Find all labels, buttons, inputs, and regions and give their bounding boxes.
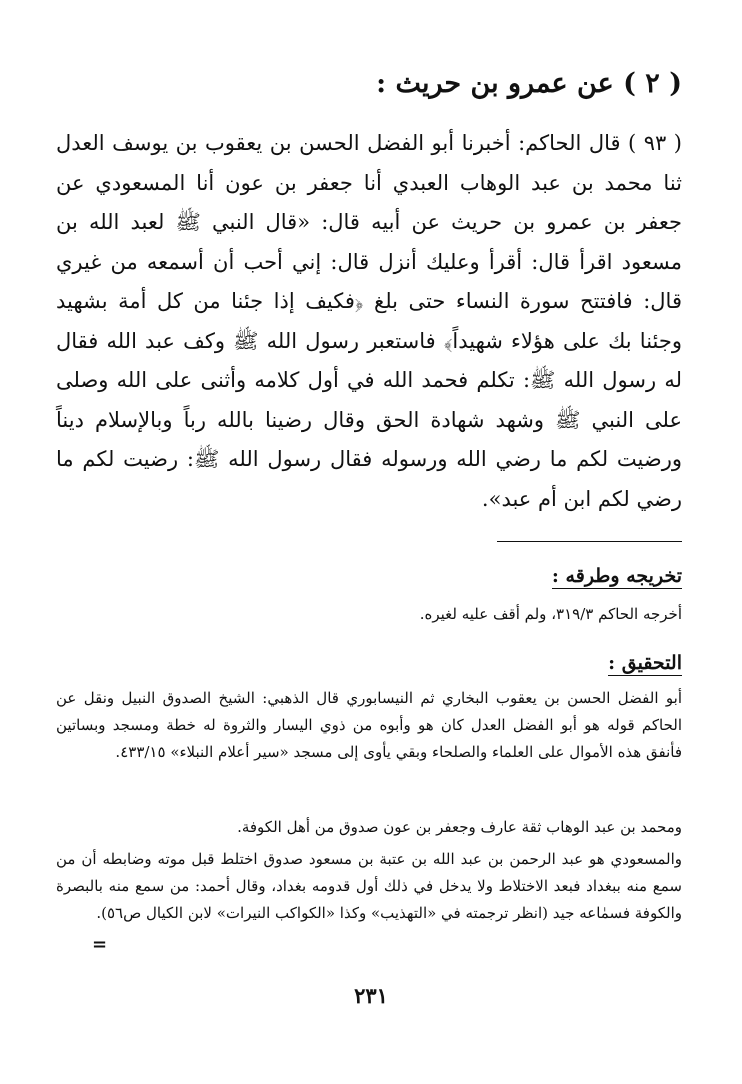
footnote-divider bbox=[497, 541, 682, 542]
page-number: ٢٣١ bbox=[354, 983, 388, 1008]
hadith-paragraph: ( ٩٣ ) قال الحاكم: أخبرنا أبو الفضل الحسن بن يعقوب بن يوسف العدل ثنا محمد بن عبد الوهاب العبدي أنا جعفر بن عون أنا المسعودي عن جعفر بن عمرو بن حريث عن أبيه قال: «قال النبي ﷺ لعبد الله بن مسعود اقرأ قال: أقرأ وعليك أنزل قال: إني أحب أن أسمعه من غيري قال: فافتتح سورة النساء حتى بلغ ﴿فكيف إذا جئنا من كل أمة بشهيد وجئنا بك على هؤلاء شهيداً﴾ فاستعبر رسول الله ﷺ وكف عبد الله فقال له رسول الله ﷺ: تكلم فحمد الله في أول كلامه وأثنى على الله وصلى على النبي ﷺ وشهد شهادة الحق وقال رضينا بالله رباً وبالإسلام ديناً ورضيت لكم ما رضي الله ورسوله فقال رسول الله ﷺ: رضيت لكم ما رضي لكم ابن أم عبد». bbox=[56, 131, 682, 511]
takhrij-text: أخرجه الحاكم ٣١٩/٣، ولم أقف عليه لغيره. bbox=[419, 605, 682, 623]
tahqiq-heading-label: التحقيق : bbox=[608, 652, 682, 674]
tahqiq-paragraph-1: أبو الفضل الحسن بن يعقوب البخاري ثم النيسابوري قال الذهبي: الشيخ الصدوق النبيل ونقل عن الحاكم قوله هو أبو الفضل العدل كان هو وأبوه من ذوي اليسار والثروة له خطة ومسجد وبساتين فأنفق هذه الأموال على العلماء والصلحاء وبقي يأوى إلى مسجد «سير أعلام النبلاء» ٤٣٣/١٥. bbox=[56, 689, 682, 761]
tahqiq-paragraph-3: والمسعودي هو عبد الرحمن بن عبد الله بن عتبة بن مسعود صدوق اختلط قبل موته وضابطه أن من سمع منه ببغداد فبعد الاختلاط ولا يدخل في ذلك أول قدومه بغداد، وقال أحمد: من سمع منه بالبصرة والكوفة فسمٰاعه جيد (انظر ترجمته في «التهذيب» وكذا «الكواكب النيرات» لابن الكيال ص٥٦). bbox=[56, 850, 682, 922]
tahqiq-paragraph-2: ومحمد بن عبد الوهاب ثقة عارف وجعفر بن عون صدوق من أهل الكوفة. bbox=[237, 818, 682, 836]
takhrij-heading bbox=[552, 561, 682, 591]
chapter-heading: ( ٢ ) عن عمرو بن حريث : bbox=[376, 68, 682, 99]
tahqiq-heading bbox=[608, 648, 682, 678]
takhrij-heading-label: تخريجه وطرقه : bbox=[551, 565, 682, 587]
continuation-mark: = bbox=[92, 934, 108, 955]
